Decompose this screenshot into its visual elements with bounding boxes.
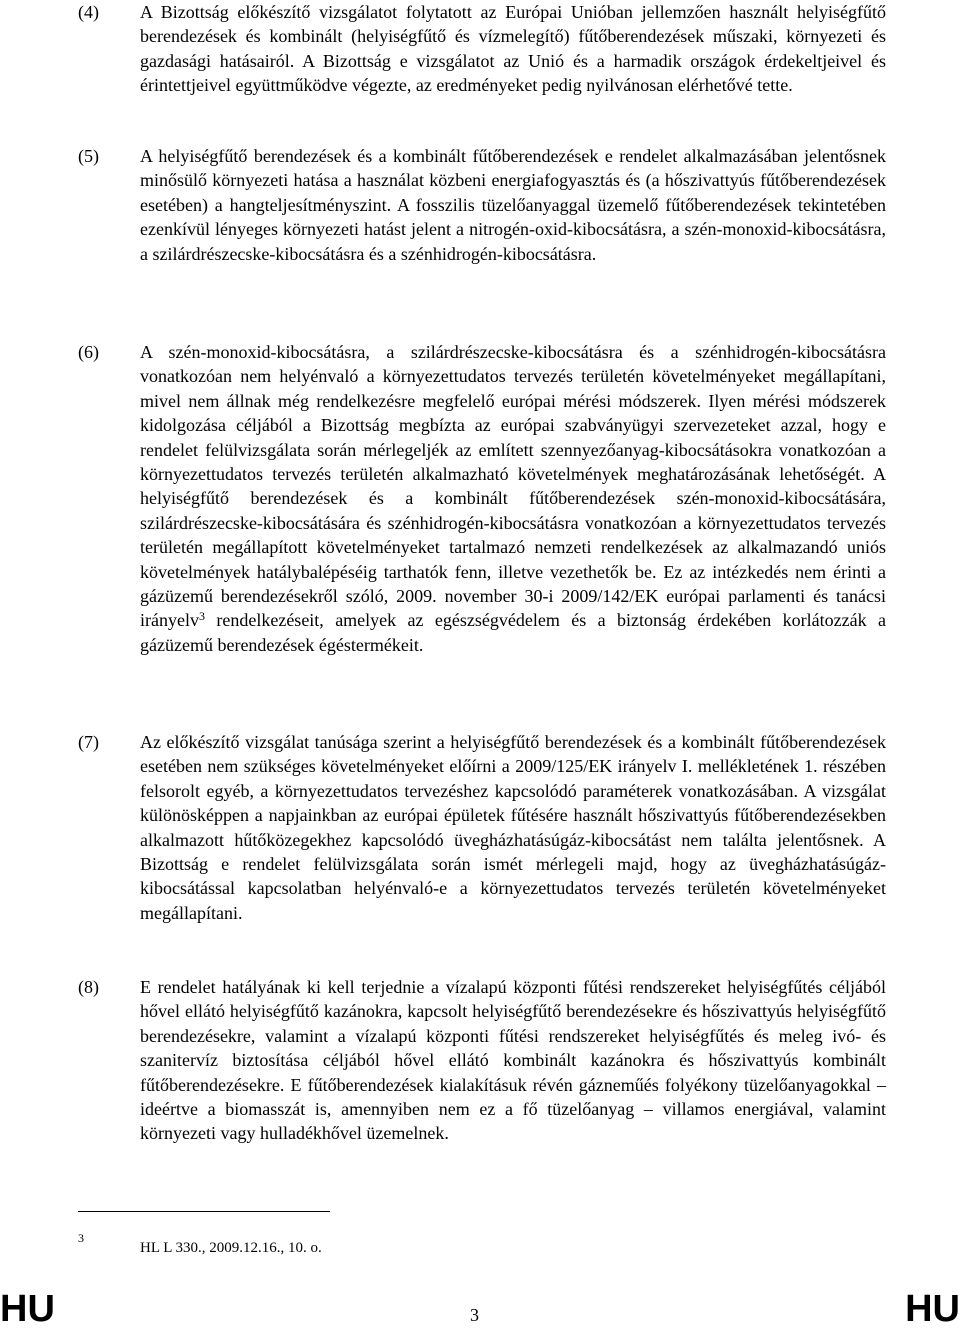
- recital-text: Az előkészítő vizsgálat tanúsága szerint a helyiségfűtő berendezések és a kombinált fűtőberendezések esetében nem szükséges követelményeket előírni a 2009/125/EK irányelv I. mellékletének 1. részében felsorolt egyéb, a környezettudatos tervezéshez kapcsolódó paraméterek vonatkozásában. A vizsgálat különösképpen a napjainkban az európai épületek fűtésére használt hőszivattyús fűtőberendezésekben alkalmazott hűtőközegekhez kapcsolódó üvegházhatásúgáz-kibocsátást nem találta jelentősnek. A Bizottság e rendelet felülvizsgálata során ismét mérlegeli majd, hogy az üvegházhatásúgáz-kibocsátással kapcsolatban helyénvaló-e a környezettudatos tervezés területén követelményeket megállapítani.: [140, 732, 886, 923]
- recital-number: (8): [78, 977, 99, 997]
- page-number: 3: [470, 1305, 479, 1325]
- recital-number: (4): [78, 2, 99, 22]
- recital-text: E rendelet hatályának ki kell terjednie a vízalapú központi fűtési rendszereket helyiségfűtés céljából hővel ellátó helyiségfűtő kazánokra, kapcsolt helyiségfűtő berendezésekre és hőszivattyús helyiségfűtő berendezésekre, valamint a vízalapú központi fűtési rendszereket helyiségfűtés és meleg ivó- és szanitervíz biztosítása céljából hővel ellátó kombinált kazánokra és hőszivattyús kombinált fűtőberendezésekre. E fűtőberendezések kialakításuk révén gázneműés folyékony tüzelőanyagokkal – ideértve a biomasszát is, amennyiben nem ez a fő tüzelőanyag – villamos energiával, valamint környezeti vagy hulladékhővel üzemelnek.: [140, 977, 886, 1144]
- recital-text-part: rendelkezéseit, amelyek az egészségvédelem és a biztonság érdekében korlátozzák a gázüzemű berendezések égéstermékeit.: [140, 610, 886, 655]
- recital-text: A helyiségfűtő berendezések és a kombinált fűtőberendezések e rendelet alkalmazásában jelentősnek minősülő környezeti hatása a használat közbeni energiafogyasztás és (a hőszivattyús fűtőberendezések esetében) a hangteljesítményszint. A fosszilis tüzelőanyaggal üzemelő fűtőberendezések tekintetében ezenkívül lényeges környezeti hatást jelent a nitrogén-oxid-kibocsátásra, a szén-monoxid-kibocsátásra, a szilárdrészecske-kibocsátásra és a szénhidrogén-kibocsátásra.: [140, 146, 886, 264]
- footnote-number: 3: [78, 1231, 84, 1245]
- recital-number: (5): [78, 146, 99, 166]
- footnote-text: HL L 330., 2009.12.16., 10. o.: [140, 1240, 322, 1256]
- language-code-left: HU: [0, 1288, 55, 1330]
- recital-number: (7): [78, 732, 99, 752]
- footnote-divider: [78, 1211, 330, 1212]
- recital-number: (6): [78, 342, 99, 362]
- language-code-right: HU: [905, 1288, 960, 1330]
- footnote-reference[interactable]: 3: [198, 609, 205, 624]
- recital-text: [140, 340, 886, 657]
- recital-text-part: A szén-monoxid-kibocsátásra, a szilárdrészecske-kibocsátásra és a szénhidrogén-kibocsátásra vonatkozóan nem helyénvaló a környezettudatos tervezés területén követelményeket megállapítani, mivel nem állnak még rendelkezésre megfelelő európai mérési módszerek. Ilyen mérési módszerek kidolgozása céljából a Bizottság megbízta az európai szabványügyi szervezeteket azzal, hogy e rendelet felülvizsgálata során mérlegeljék az említett szennyezőanyag-kibocsátásokra vonatkozóan a környezettudatos tervezés területén alkalmazható követelmények meghatározásának lehetőségét. A helyiségfűtő berendezések és a kombinált fűtőberendezések szén-monoxid-kibocsátására, szilárdrészecske-kibocsátására és szénhidrogén-kibocsátásra vonatkozóan a környezettudatos tervezés területén megállapított követelményeket tartalmazó nemzeti rendelkezések az alkalmazandó uniós követelmények hatálybalépéséig tarthatók fenn, illetve vezethetők be. Ez az intézkedés nem érinti a gázüzemű berendezésekről szóló, 2009. november 30-i 2009/142/EK európai parlamenti és tanácsi irányelv: [140, 342, 886, 631]
- recital-text: A Bizottság előkészítő vizsgálatot folytatott az Európai Unióban jellemzően használt helyiségfűtő berendezések és kombinált (helyiségfűtő és vízmelegítő) fűtőberendezések műszaki, környezeti és gazdasági hatásairól. A Bizottság e vizsgálatot az Unió és a harmadik országok érdekeltjeivel és érintettjeivel együttműködve végezte, az eredményeket pedig nyilvánosan elérhetővé tette.: [140, 2, 886, 96]
